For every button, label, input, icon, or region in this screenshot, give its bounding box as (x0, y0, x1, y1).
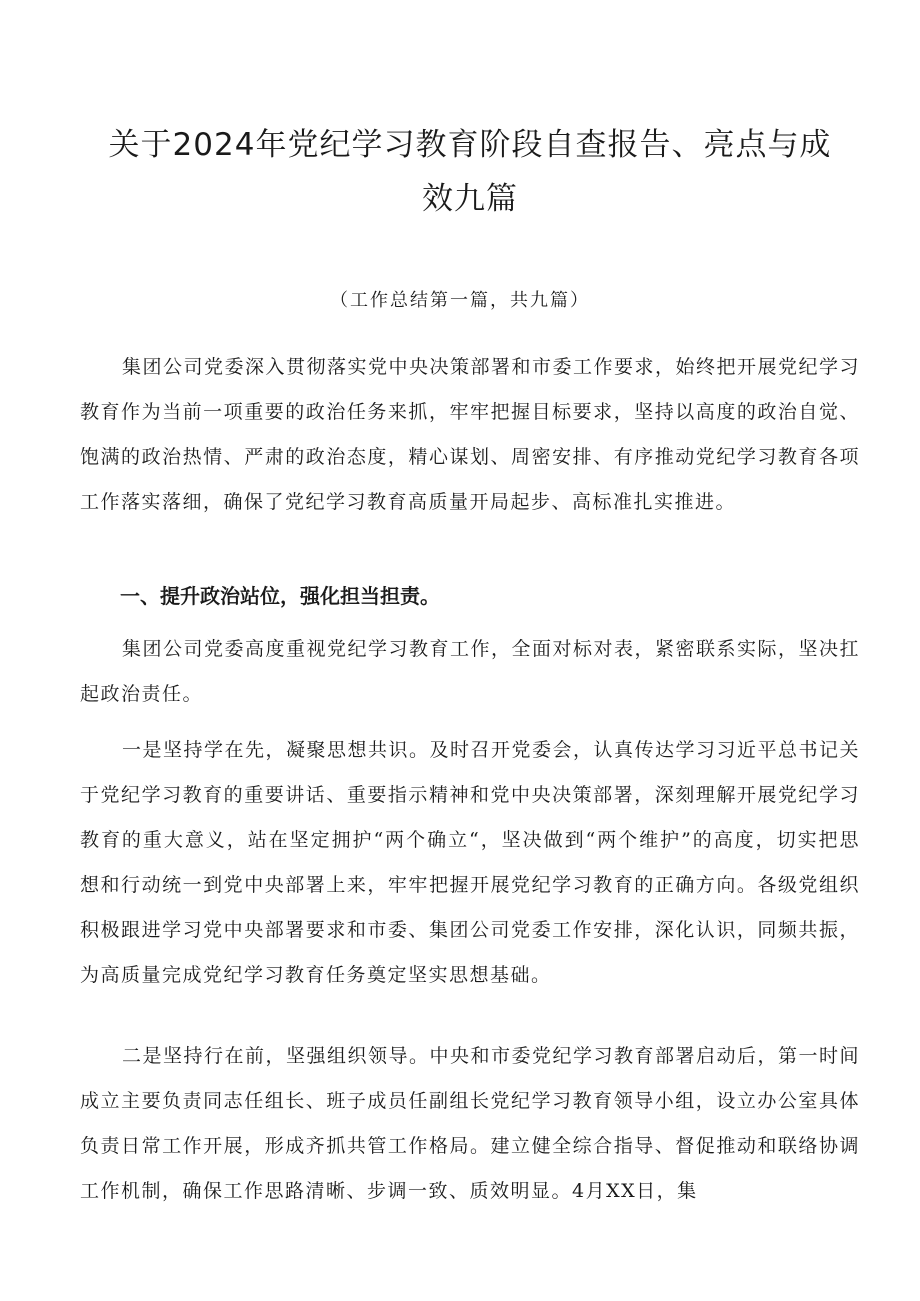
paragraph-section-1-intro: 集团公司党委高度重视党纪学习教育工作，全面对标对表，紧密联系实际，坚决扛起政治责任。 (80, 638, 861, 705)
paragraph-point-1: 一是坚持学在先，凝聚思想共识。及时召开党委会，认真传达学习习近平总书记关于党纪学习教育的重要讲话、重要指示精神和党中央决策部署，深刻理解开展党纪学习教育的重大意义，站在坚定拥护“两个确立“，坚决做到“两个维护”的高度，切实把思想和行动统一到党中央部署上来，牢牢把握开展党纪学习教育的正确方向。各级党组织积极跟进学习党中央部署要求和市委、集团公司党委工作安排，深化认识，同频共振，为高质量完成党纪学习教育任务奠定坚实思想基础。 (80, 739, 861, 986)
paragraph-point-2: 二是坚持行在前，坚强组织领导。中央和市委党纪学习教育部署启动后，第一时间成立主要负责同志任组长、班子成员任副组长党纪学习教育领导小组，设立办公室具体负责日常工作开展，形成齐抓共管工作格局。建立健全综合指导、督促推动和联络协调工作机制，确保工作思路清晰、步调一致、质效明显。4月XX日，集 (80, 1045, 860, 1202)
section-heading-1: 一、提升政治站位，强化担当担责。 (120, 584, 440, 608)
document-title: 关于2024年党纪学习教育阶段自查报告、亮点与成效九篇 (108, 127, 832, 217)
paragraph-intro: 集团公司党委深入贯彻落实党中央决策部署和市委工作要求，始终把开展党纪学习教育作为当前一项重要的政治任务来抓，牢牢把握目标要求，坚持以高度的政治自觉、饱满的政治热情、严肃的政治态度，精心谋划、周密安排、有序推动党纪学习教育各项工作落实落细，确保了党纪学习教育高质量开局起步、高标准扎实推进。 (80, 356, 861, 513)
document-subtitle: （工作总结第一篇，共九篇） (330, 290, 590, 311)
